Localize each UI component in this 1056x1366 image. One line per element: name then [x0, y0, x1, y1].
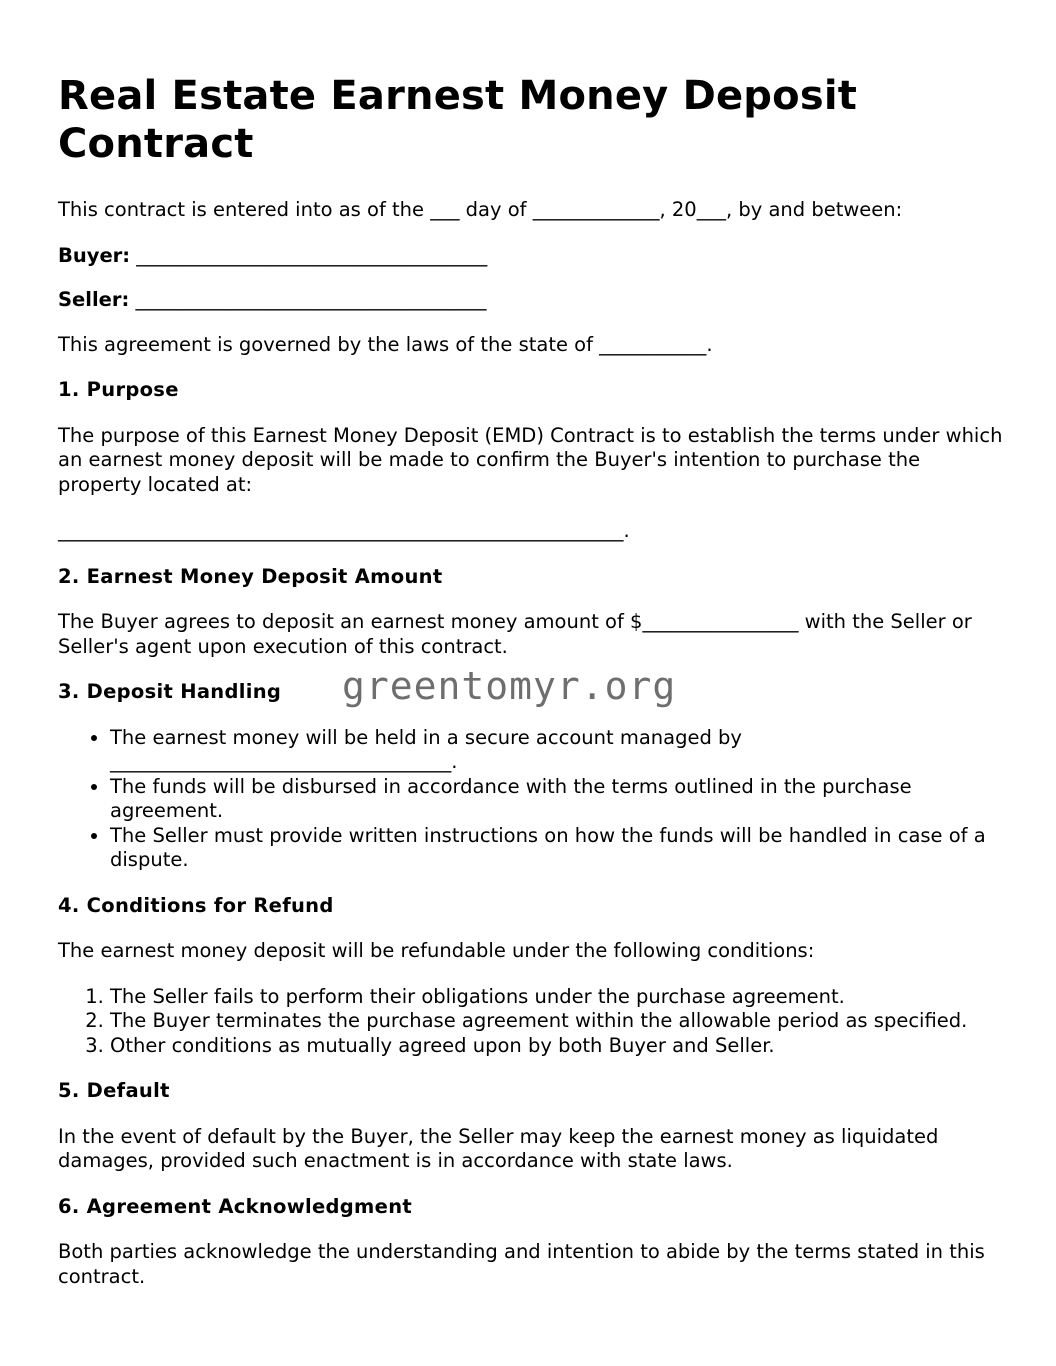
refund-conditions-list	[58, 985, 1003, 1059]
amount-paragraph: The Buyer agrees to deposit an earnest money amount of $________________ with the Seller or Seller's agent upon execution of this contract.	[58, 610, 972, 658]
buyer-blank: ____________________________________	[130, 243, 488, 267]
buyer-field	[58, 244, 1003, 269]
seller-blank: ____________________________________	[129, 288, 487, 311]
list-item: • The Seller must provide written instructions on how the funds will be handled in case of a dispute.	[110, 824, 1003, 873]
buyer-label: Buyer:	[58, 243, 131, 267]
section-heading-handling: 3. Deposit Handling	[58, 680, 282, 703]
handling-list	[58, 726, 1003, 873]
acknowledgment-paragraph: Both parties acknowledge the understanding and intention to abide by the terms stated in this contract.	[58, 1240, 985, 1288]
list-item: • The funds will be disbursed in accordance with the terms outlined in the purchase agreement.	[110, 775, 1003, 824]
governing-law-paragraph: This agreement is governed by the laws of the state of ___________.	[58, 332, 713, 356]
section-heading-refund: 4. Conditions for Refund	[58, 893, 334, 917]
list-item: • The earnest money will be held in a secure account managed by ___________________________________.	[110, 726, 1003, 775]
watermark-text: greentomyr.org	[342, 664, 677, 708]
seller-field	[58, 288, 1003, 313]
section-heading-amount: 2. Earnest Money Deposit Amount	[58, 564, 443, 588]
property-address-blank: __________________________________________________________.	[58, 519, 630, 542]
refund-paragraph: The earnest money deposit will be refundable under the following conditions:	[58, 939, 815, 962]
section-heading-acknowledgment: 6. Agreement Acknowledgment	[58, 1194, 413, 1218]
list-item: 3. Other conditions as mutually agreed upon by both Buyer and Seller.	[110, 1034, 1003, 1059]
section-heading-default: 5. Default	[58, 1079, 170, 1102]
section-heading-purpose: 1. Purpose	[58, 378, 179, 401]
default-paragraph: In the event of default by the Buyer, the Seller may keep the earnest money as liquidated damages, provided such enactment is in accordance with state laws.	[58, 1124, 939, 1172]
list-item: 2. The Buyer terminates the purchase agreement within the allowable period as specified.	[110, 1009, 1003, 1034]
intro-paragraph: This contract is entered into as of the ___ day of _____________, 20___, by and between:	[58, 198, 903, 221]
list-item: 1. The Seller fails to perform their obligations under the purchase agreement.	[110, 985, 1003, 1010]
seller-label: Seller:	[58, 288, 130, 311]
purpose-paragraph: The purpose of this Earnest Money Deposit (EMD) Contract is to establish the terms under which an earnest money deposit will be made to confirm the Buyer's intention to purchase the property located at:	[58, 423, 1003, 496]
document-title: Real Estate Earnest Money Deposit Contract	[58, 73, 858, 167]
